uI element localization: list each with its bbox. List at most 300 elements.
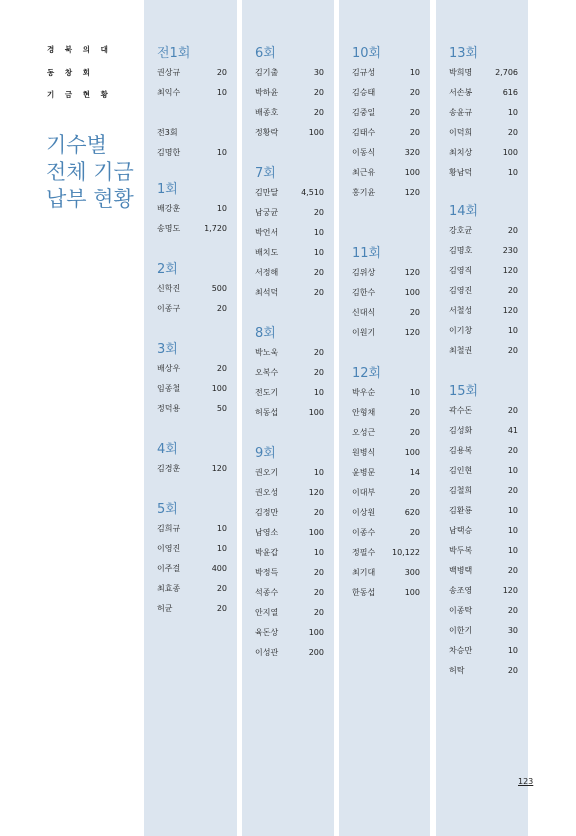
header-line: 동 창 회 xyxy=(47,67,94,77)
donor-row xyxy=(255,506,324,526)
donor-row xyxy=(157,302,227,322)
title-line: 전체 기금 xyxy=(46,160,134,184)
donor-name: 김위상 xyxy=(352,268,376,277)
donor-name: 안형채 xyxy=(352,408,376,417)
donation-amount: 20 xyxy=(507,446,518,455)
title-line: 기수별 xyxy=(46,133,107,157)
donor-name: 신대식 xyxy=(352,308,376,317)
donor-name: 김희규 xyxy=(157,524,181,533)
donor-name: 김성화 xyxy=(449,426,473,435)
donor-name: 박우순 xyxy=(352,388,376,397)
donation-amount: 120 xyxy=(404,268,420,277)
donation-amount: 100 xyxy=(404,168,420,177)
donor-name: 원병식 xyxy=(352,448,376,457)
donation-amount: 120 xyxy=(502,266,518,275)
donation-amount: 100 xyxy=(211,384,227,393)
donor-name: 김환룡 xyxy=(449,506,473,515)
donation-amount: 20 xyxy=(216,68,227,77)
donation-amount: 20 xyxy=(507,606,518,615)
donor-row xyxy=(449,86,518,106)
donation-amount: 10 xyxy=(507,326,518,335)
donor-row xyxy=(449,604,518,624)
class-heading: 5회 xyxy=(157,502,178,517)
donor-name: 허균 xyxy=(157,604,173,613)
donation-amount: 10 xyxy=(409,68,420,77)
donor-name: 오성근 xyxy=(352,428,376,437)
donation-amount: 10,122 xyxy=(392,548,420,557)
donor-row xyxy=(255,106,324,126)
donor-row xyxy=(255,486,324,506)
donor-name: 송명도 xyxy=(157,224,181,233)
donation-amount: 100 xyxy=(308,628,324,637)
donor-row xyxy=(352,106,420,126)
donor-row xyxy=(255,586,324,606)
donor-name: 이한기 xyxy=(449,626,473,635)
donor-name: 이성관 xyxy=(255,648,279,657)
donor-name: 이대부 xyxy=(352,488,376,497)
donor-name: 김영직 xyxy=(449,266,473,275)
donation-amount: 20 xyxy=(507,128,518,137)
donor-name: 권오성 xyxy=(255,488,279,497)
donor-name: 정황락 xyxy=(255,128,279,137)
donor-name: 최익수 xyxy=(157,88,181,97)
donation-amount: 300 xyxy=(404,568,420,577)
donation-amount: 20 xyxy=(409,308,420,317)
donation-amount: 120 xyxy=(502,306,518,315)
donor-row xyxy=(157,542,227,562)
donor-name: 강호균 xyxy=(449,226,473,235)
donor-row xyxy=(449,544,518,564)
donation-amount: 10 xyxy=(216,148,227,157)
donation-amount: 1,720 xyxy=(204,224,227,233)
donation-amount: 100 xyxy=(308,128,324,137)
donation-amount: 10 xyxy=(313,388,324,397)
donor-row xyxy=(255,606,324,626)
column-2 xyxy=(242,0,334,836)
donation-amount: 10 xyxy=(313,228,324,237)
donor-row xyxy=(352,306,420,326)
donation-amount: 620 xyxy=(404,508,420,517)
donor-row xyxy=(157,602,227,622)
donation-amount: 20 xyxy=(409,528,420,537)
donor-name: 정덕용 xyxy=(157,404,181,413)
donor-row xyxy=(255,366,324,386)
donation-amount: 20 xyxy=(507,346,518,355)
donation-amount: 20 xyxy=(216,584,227,593)
donor-name: 서손봉 xyxy=(449,88,473,97)
column-3 xyxy=(339,0,430,836)
class-group xyxy=(157,180,227,242)
donor-row xyxy=(352,126,420,146)
donor-name: 이기창 xyxy=(449,326,473,335)
donor-row xyxy=(255,626,324,646)
donor-row xyxy=(449,66,518,86)
donor-row xyxy=(352,506,420,526)
donor-row xyxy=(352,146,420,166)
donor-name: 송조영 xyxy=(449,586,473,595)
donor-name: 배치도 xyxy=(255,248,279,257)
class-heading: 6회 xyxy=(255,46,276,61)
donation-amount: 20 xyxy=(409,408,420,417)
donation-amount: 4,510 xyxy=(301,188,324,197)
donor-name: 이영진 xyxy=(157,544,181,553)
donor-name: 곽수돈 xyxy=(449,406,473,415)
donor-row xyxy=(352,486,420,506)
donation-amount: 10 xyxy=(216,544,227,553)
donation-amount: 20 xyxy=(507,566,518,575)
donation-amount: 10 xyxy=(313,248,324,257)
donation-amount: 100 xyxy=(404,588,420,597)
donor-name: 안지열 xyxy=(255,608,279,617)
donor-row xyxy=(255,126,324,146)
class-group xyxy=(157,260,227,322)
donor-name: 신학진 xyxy=(157,284,181,293)
class-heading: 13회 xyxy=(449,46,479,61)
class-group xyxy=(449,202,518,364)
donation-amount: 20 xyxy=(313,608,324,617)
donor-name: 한동섭 xyxy=(352,588,376,597)
donation-amount: 14 xyxy=(409,468,420,477)
donor-name: 김기출 xyxy=(255,68,279,77)
donor-row xyxy=(449,524,518,544)
donor-name: 김경훈 xyxy=(157,464,181,473)
sidebar-header xyxy=(47,44,137,112)
donor-name: 최근유 xyxy=(352,168,376,177)
donor-name: 석종수 xyxy=(255,588,279,597)
donation-amount: 10 xyxy=(507,646,518,655)
donor-name: 남궁균 xyxy=(255,208,279,217)
class-group xyxy=(255,164,324,306)
donation-amount: 20 xyxy=(313,348,324,357)
donor-row xyxy=(157,462,227,482)
donation-amount: 120 xyxy=(211,464,227,473)
donation-amount: 30 xyxy=(313,68,324,77)
donor-row xyxy=(352,186,420,206)
class-heading: 8회 xyxy=(255,326,276,341)
donor-row xyxy=(352,586,420,606)
class-group xyxy=(352,364,420,606)
class-heading: 4회 xyxy=(157,442,178,457)
donor-name: 남택승 xyxy=(449,526,473,535)
donation-amount: 20 xyxy=(313,368,324,377)
donation-amount: 10 xyxy=(409,388,420,397)
donation-amount: 100 xyxy=(502,148,518,157)
donor-name: 이주걸 xyxy=(157,564,181,573)
donor-name: 김영진 xyxy=(449,286,473,295)
donor-row xyxy=(449,644,518,664)
donor-name: 김한수 xyxy=(352,288,376,297)
donor-name: 김승태 xyxy=(352,88,376,97)
donor-name: 김용복 xyxy=(449,446,473,455)
donor-name: 김정만 xyxy=(255,508,279,517)
donor-row xyxy=(449,484,518,504)
class-heading: 9회 xyxy=(255,446,276,461)
header-line: 기 금 현 황 xyxy=(47,90,112,99)
donor-name: 김규성 xyxy=(352,68,376,77)
donor-name: 박희명 xyxy=(449,68,473,77)
class-group xyxy=(352,44,420,206)
donor-name: 김명한 xyxy=(157,148,181,157)
donor-name: 오복수 xyxy=(255,368,279,377)
donor-name: 최기대 xyxy=(352,568,376,577)
donor-row xyxy=(449,444,518,464)
donor-row xyxy=(449,404,518,424)
donor-row xyxy=(449,264,518,284)
donor-name: 김인현 xyxy=(449,466,473,475)
donor-name: 권오기 xyxy=(255,468,279,477)
header-line: 경 북 의 대 xyxy=(47,45,112,54)
donor-row xyxy=(449,166,518,186)
page-title xyxy=(46,132,134,213)
donor-row xyxy=(352,166,420,186)
donation-amount: 100 xyxy=(308,408,324,417)
class-group xyxy=(157,340,227,422)
class-heading: 7회 xyxy=(255,166,276,181)
donation-amount: 20 xyxy=(507,406,518,415)
column-4 xyxy=(436,0,528,836)
class-group xyxy=(352,244,420,346)
donor-name: 이상원 xyxy=(352,508,376,517)
donor-name: 백병택 xyxy=(449,566,473,575)
donor-row xyxy=(449,224,518,244)
donation-amount: 20 xyxy=(216,364,227,373)
class-group xyxy=(157,126,227,166)
donation-amount: 20 xyxy=(313,288,324,297)
donor-row xyxy=(255,86,324,106)
donation-amount: 20 xyxy=(313,108,324,117)
donor-row xyxy=(255,186,324,206)
class-group xyxy=(157,500,227,622)
donor-row xyxy=(352,426,420,446)
donor-name: 배종호 xyxy=(255,108,279,117)
donor-name: 김태수 xyxy=(352,128,376,137)
donor-row xyxy=(157,282,227,302)
donation-amount: 100 xyxy=(404,288,420,297)
donation-amount: 10 xyxy=(507,466,518,475)
donor-row xyxy=(255,266,324,286)
donor-name: 서정해 xyxy=(255,268,279,277)
donor-name: 김만달 xyxy=(255,188,279,197)
donation-amount: 120 xyxy=(502,586,518,595)
donor-name: 박노욱 xyxy=(255,348,279,357)
class-heading: 3회 xyxy=(157,342,178,357)
donor-row xyxy=(255,526,324,546)
donor-row xyxy=(449,624,518,644)
donor-row xyxy=(255,66,324,86)
donor-row xyxy=(352,386,420,406)
donation-amount: 20 xyxy=(507,286,518,295)
donor-row xyxy=(157,202,227,222)
donor-row xyxy=(255,546,324,566)
donation-amount: 400 xyxy=(211,564,227,573)
donation-amount: 10 xyxy=(507,506,518,515)
donation-amount: 20 xyxy=(313,268,324,277)
donor-row xyxy=(449,344,518,364)
donor-row xyxy=(255,646,324,666)
donor-row xyxy=(449,664,518,684)
donation-amount: 200 xyxy=(308,648,324,657)
donation-amount: 20 xyxy=(409,108,420,117)
donor-row xyxy=(255,566,324,586)
donation-amount: 20 xyxy=(409,428,420,437)
donor-name: 이덕희 xyxy=(449,128,473,137)
donation-amount: 500 xyxy=(211,284,227,293)
donor-name: 황남덕 xyxy=(449,168,473,177)
donor-name: 최석덕 xyxy=(255,288,279,297)
class-heading: 1회 xyxy=(157,182,178,197)
class-heading: 전1회 xyxy=(157,46,191,61)
donor-row xyxy=(352,286,420,306)
donation-amount: 100 xyxy=(308,528,324,537)
donor-row xyxy=(157,582,227,602)
donation-amount: 10 xyxy=(313,468,324,477)
donor-row xyxy=(352,566,420,586)
donor-name: 배강훈 xyxy=(157,204,181,213)
donor-name: 최효종 xyxy=(157,584,181,593)
donation-amount: 10 xyxy=(216,88,227,97)
donation-amount: 10 xyxy=(313,548,324,557)
page-number: 123 xyxy=(518,777,534,786)
donation-amount: 20 xyxy=(507,226,518,235)
donor-row xyxy=(449,244,518,264)
donor-row xyxy=(255,226,324,246)
donation-amount: 20 xyxy=(313,208,324,217)
donation-amount: 20 xyxy=(507,666,518,675)
donor-row xyxy=(352,526,420,546)
donor-name: 홍기윤 xyxy=(352,188,376,197)
donor-row xyxy=(255,206,324,226)
class-heading: 15회 xyxy=(449,384,479,399)
class-heading: 12회 xyxy=(352,366,382,381)
donor-row xyxy=(255,286,324,306)
donor-name: 송윤규 xyxy=(449,108,473,117)
donation-amount: 120 xyxy=(404,328,420,337)
donor-row xyxy=(352,66,420,86)
title-line: 납부 현황 xyxy=(46,187,134,211)
donor-row xyxy=(157,562,227,582)
donation-amount: 2,706 xyxy=(495,68,518,77)
donor-name: 김명호 xyxy=(449,246,473,255)
donor-row xyxy=(352,446,420,466)
donor-name: 정필수 xyxy=(352,548,376,557)
donor-row xyxy=(352,546,420,566)
donor-name: 이동식 xyxy=(352,148,376,157)
class-heading: 11회 xyxy=(352,246,382,261)
class-heading: 2회 xyxy=(157,262,178,277)
donation-amount: 20 xyxy=(313,508,324,517)
donor-name: 차승만 xyxy=(449,646,473,655)
donor-name: 남영소 xyxy=(255,528,279,537)
donor-row xyxy=(157,382,227,402)
class-heading: 10회 xyxy=(352,46,382,61)
donor-name: 윤병문 xyxy=(352,468,376,477)
donor-row xyxy=(255,246,324,266)
donor-name: 최철권 xyxy=(449,346,473,355)
donor-name: 권상규 xyxy=(157,68,181,77)
donor-name: 허동섭 xyxy=(255,408,279,417)
donor-row xyxy=(157,126,227,146)
donor-row xyxy=(449,304,518,324)
donation-amount: 10 xyxy=(507,108,518,117)
donation-amount: 10 xyxy=(216,204,227,213)
donor-row xyxy=(449,424,518,444)
donation-amount: 20 xyxy=(409,128,420,137)
donor-row xyxy=(157,86,227,106)
donor-name: 김철희 xyxy=(449,486,473,495)
donation-amount: 320 xyxy=(404,148,420,157)
donation-amount: 616 xyxy=(502,88,518,97)
donor-name: 배상우 xyxy=(157,364,181,373)
donor-row xyxy=(449,584,518,604)
donor-row xyxy=(449,464,518,484)
donor-name: 이종구 xyxy=(157,304,181,313)
donor-row xyxy=(255,466,324,486)
donor-name: 박정득 xyxy=(255,568,279,577)
donation-amount: 20 xyxy=(313,88,324,97)
donation-amount: 41 xyxy=(507,426,518,435)
class-group xyxy=(449,382,518,684)
donor-row xyxy=(449,126,518,146)
donation-amount: 30 xyxy=(507,626,518,635)
donor-row xyxy=(352,86,420,106)
donation-amount: 50 xyxy=(216,404,227,413)
donor-name: 육돈상 xyxy=(255,628,279,637)
donor-name: 전3회 xyxy=(157,128,178,137)
donation-amount: 10 xyxy=(507,546,518,555)
donor-row xyxy=(449,284,518,304)
donor-row xyxy=(157,522,227,542)
donation-amount: 20 xyxy=(313,568,324,577)
class-group xyxy=(157,440,227,482)
donation-amount: 20 xyxy=(216,304,227,313)
donation-amount: 20 xyxy=(216,604,227,613)
donor-name: 박하윤 xyxy=(255,88,279,97)
donor-name: 허탁 xyxy=(449,666,465,675)
class-heading: 14회 xyxy=(449,204,479,219)
donor-name: 전도기 xyxy=(255,388,279,397)
donor-row xyxy=(449,564,518,584)
donor-name: 이원기 xyxy=(352,328,376,337)
donation-amount: 20 xyxy=(507,486,518,495)
donation-amount: 10 xyxy=(507,526,518,535)
donation-amount: 20 xyxy=(409,488,420,497)
column-1 xyxy=(144,0,237,836)
donor-row xyxy=(352,466,420,486)
donor-row xyxy=(157,402,227,422)
donor-row xyxy=(352,266,420,286)
donor-row xyxy=(157,362,227,382)
class-group xyxy=(255,44,324,146)
class-group xyxy=(255,444,324,666)
donor-row xyxy=(449,146,518,166)
donation-amount: 120 xyxy=(308,488,324,497)
donor-name: 김중일 xyxy=(352,108,376,117)
donor-name: 박윤갑 xyxy=(255,548,279,557)
donor-row xyxy=(157,146,227,166)
class-group xyxy=(157,44,227,106)
donation-amount: 230 xyxy=(502,246,518,255)
donor-row xyxy=(449,504,518,524)
donation-amount: 20 xyxy=(313,588,324,597)
donation-amount: 120 xyxy=(404,188,420,197)
donation-amount: 100 xyxy=(404,448,420,457)
donor-row xyxy=(255,406,324,426)
donor-row xyxy=(157,222,227,242)
class-group xyxy=(449,44,518,186)
donor-row xyxy=(255,386,324,406)
donor-row xyxy=(449,106,518,126)
donor-name: 이종수 xyxy=(352,528,376,537)
